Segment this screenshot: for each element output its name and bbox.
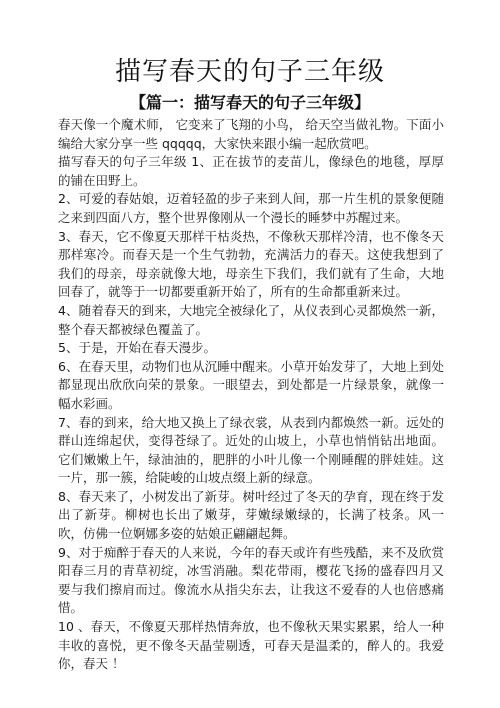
paragraph-item-8: 8、春天来了，小树发出了新芽。树叶经过了冬天的孕育，现在终于发出了新芽。柳树也长出了嫩芽，芽嫩绿嫩绿的，长满了枝条。风一吹，仿佛一位婀娜多姿的姑娘正翩翩起舞。	[58, 488, 444, 542]
section-heading: 【篇一：描写春天的句子三年级】	[129, 93, 370, 112]
paragraph-intro: 春天像一个魔术师， 它变来了飞翔的小鸟， 给天空当做礼物。下面小编给大家分享一些 qqqqq，大家快来跟小编一起欣赏吧。	[58, 117, 444, 151]
article-body	[58, 116, 444, 674]
paragraph-item-9: 9、对于痴醉于春天的人来说，今年的春天或许有些残酷，来不及欣赏阳春三月的青草初绽，冰雪消融。梨花带雨，樱花飞扬的盛春四月又要与我们擦肩而过。像流水从指尖东去，让我这不爱春的人也倍感痛惜。	[58, 544, 444, 616]
paragraph-item-4: 4、随着春天的到来，大地完全被绿化了，从仪表到心灵都焕然一新，整个春天都被绿色覆盖了。	[58, 302, 444, 337]
page-title: 描写春天的句子三年级	[114, 57, 385, 87]
paragraph-item-6: 6、在春天里，动物们也从沉睡中醒来。小草开始发芽了，大地上到处都显现出欣欣向荣的景象。一眼望去，到处都是一片绿景象，就像一幅水彩画。	[58, 358, 444, 411]
paragraph-item-3: 3、春天，它不像夏天那样干枯炎热，不像秋天那样冷清，也不像冬天那样寒冷。而春天是一个生气勃勃，充满活力的春天。这使我想到了我们的母亲，母亲就像大地，母亲生下我们，我们就有了生命，大地回春了，就等于一切都要重新开始了，所有的生命都重新来过。	[58, 228, 444, 300]
paragraph-item-5: 5、于是，开始在春天漫步。	[58, 340, 216, 356]
paragraph-item-7: 7、春的到来，给大地又换上了绿衣裳，从表到内都焕然一新。远处的群山连绵起伏，变得苍绿了。近处的山坡上，小草也悄悄钻出地面。它们嫩嫩上午，绿油油的，肥胖的小叶儿像一个刚睡醒的胖娃娃。这一片，那一簇，给陡峻的山坡点缀上新的绿意。	[58, 414, 444, 486]
paragraph-item-2: 2、可爱的春姑娘，迈着轻盈的步子来到人间，那一片生机的景象便随之来到四面八方，整个世界像刚从一个漫长的睡梦中苏醒过来。	[58, 191, 444, 225]
paragraph-item-1: 描写春天的句子三年级 1、正在拔节的麦苗儿，像绿色的地毯，厚厚的铺在田野上。	[58, 154, 444, 188]
paragraph-item-10: 10 、春天，不像夏天那样热情奔放，也不像秋天果实累累，给人一种丰收的喜悦，更不像冬天晶莹剔透，可春天是温柔的，醉人的。我爱你，春天 ！	[58, 619, 444, 672]
